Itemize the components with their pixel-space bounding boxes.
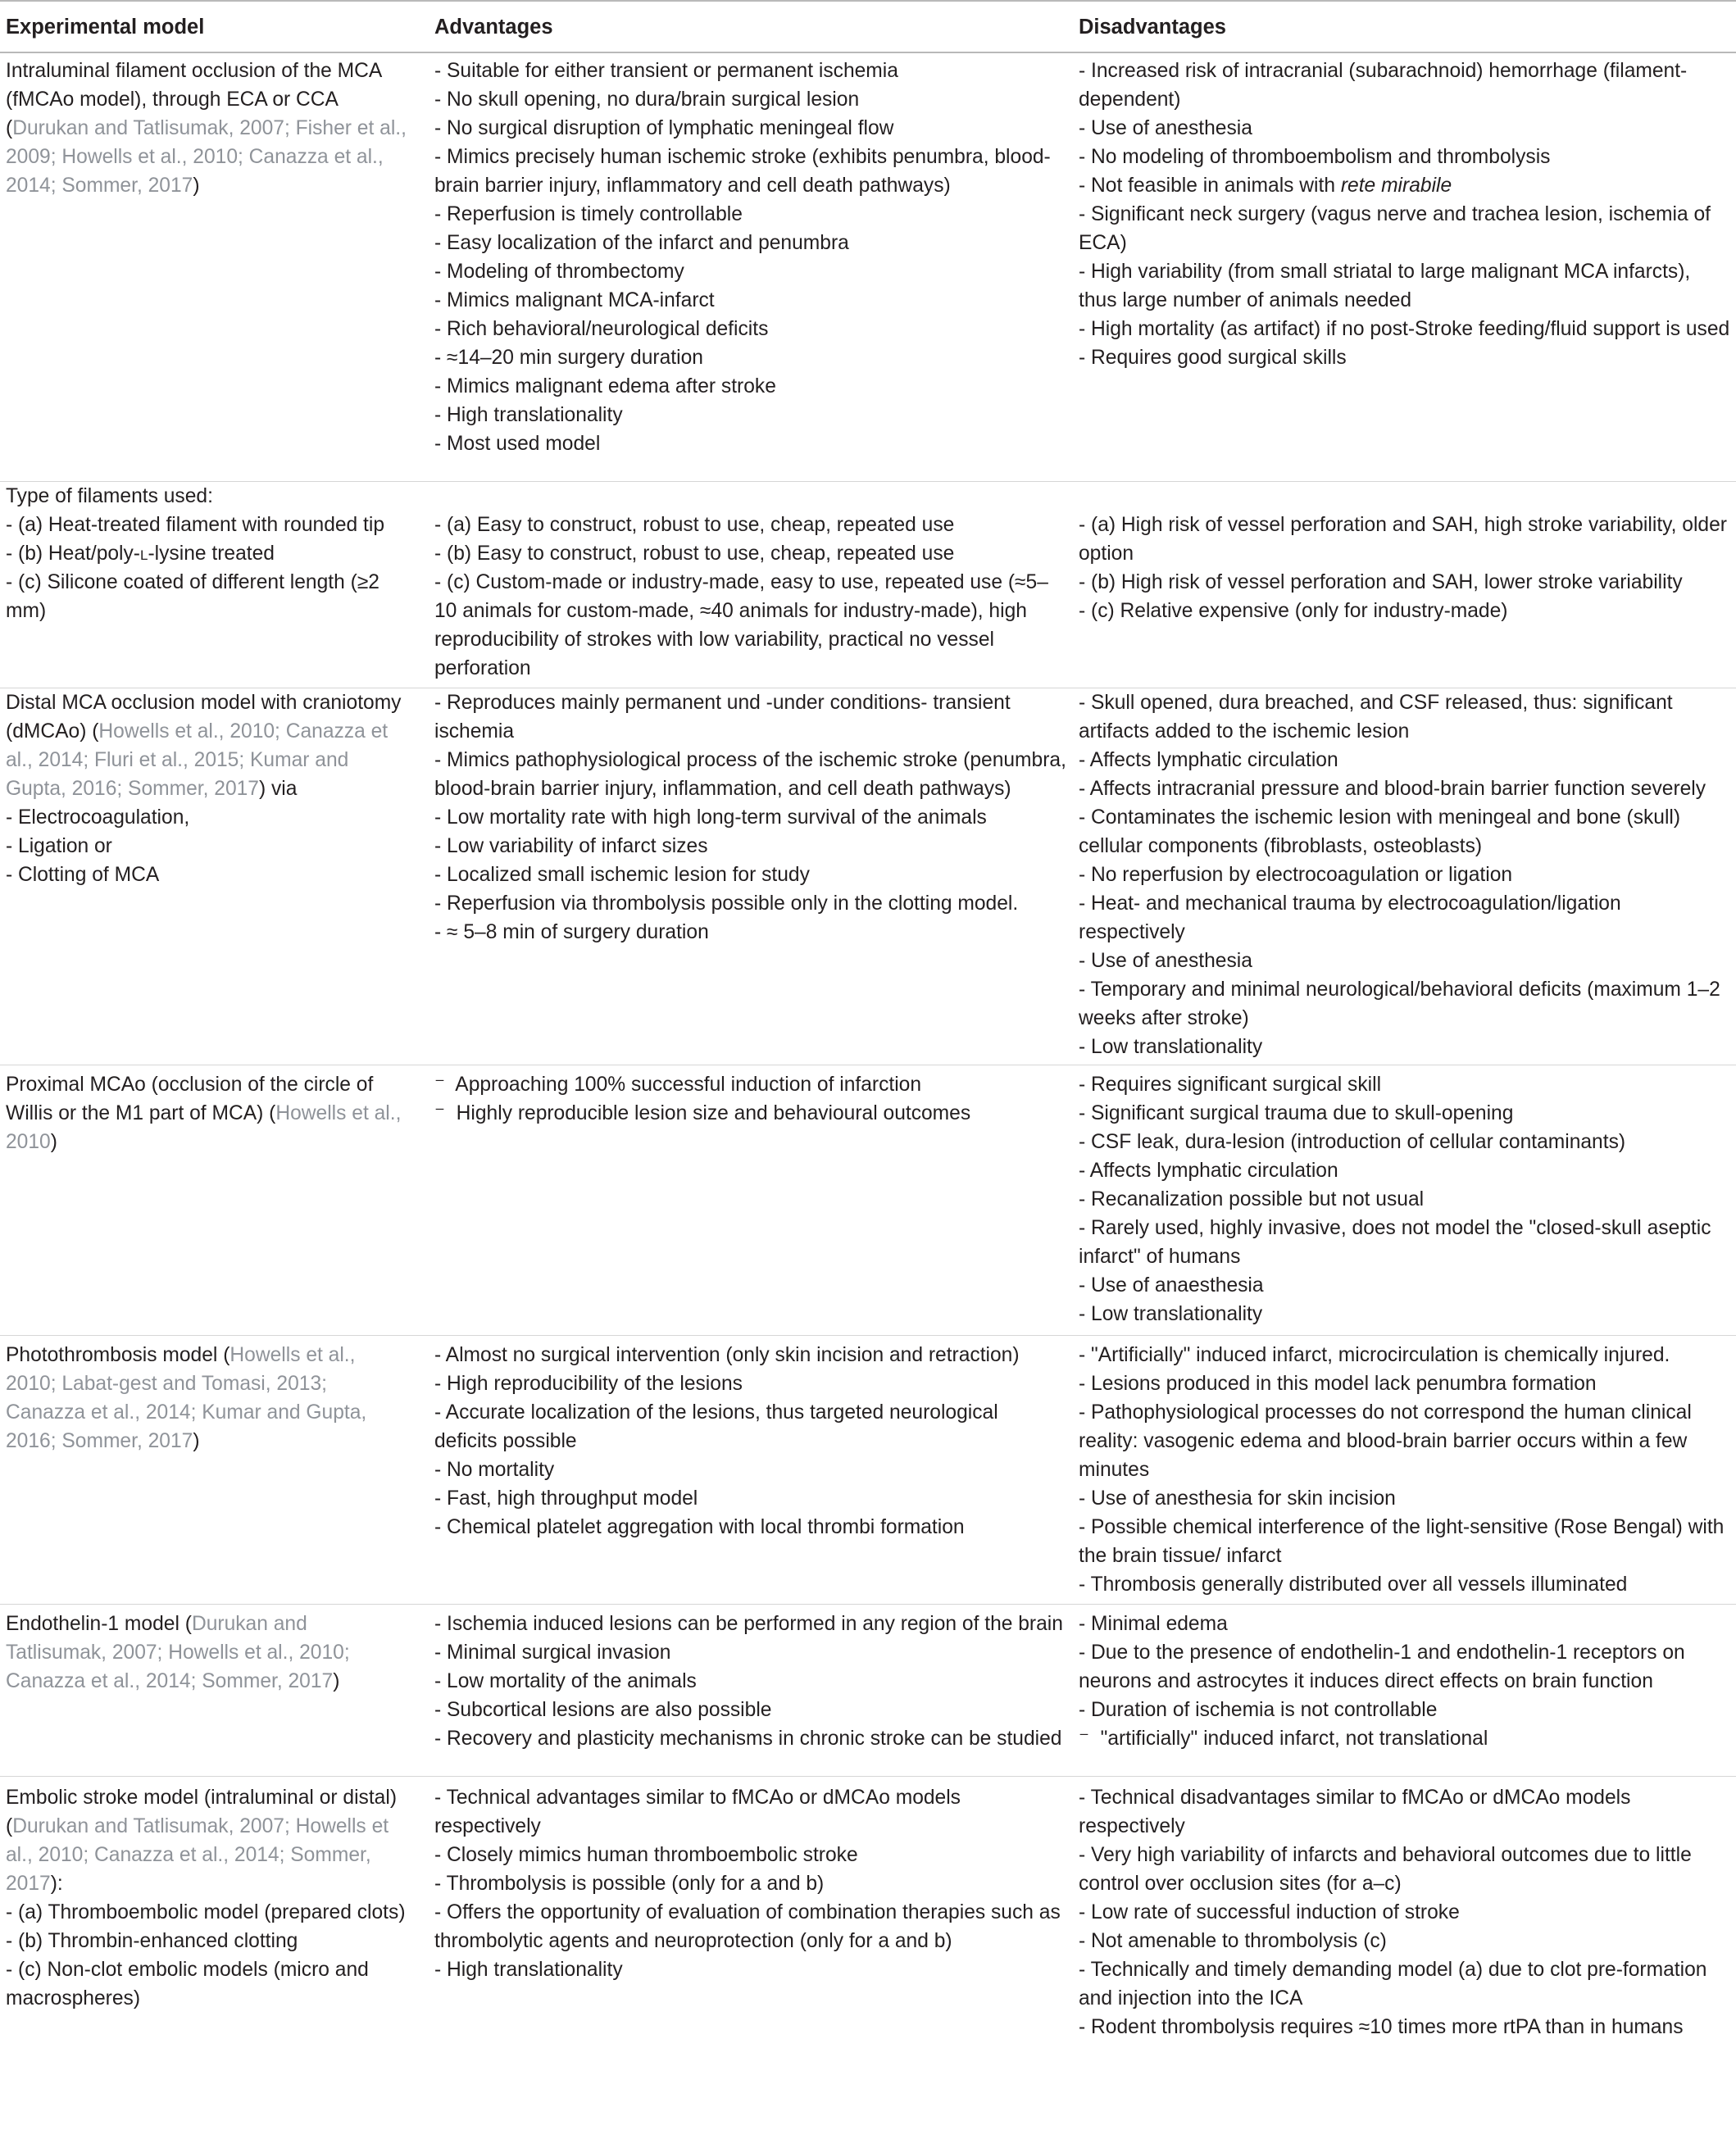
- disadvantage-line: - Contaminates the ischemic lesion with meningeal and bone (skull) cellular components (fibroblasts, osteoblasts): [1079, 806, 1686, 857]
- disadvantage-line: ⁻ "artificially" induced infarct, not translational: [1079, 1728, 1488, 1750]
- header-experimental-model: Experimental model: [0, 1, 428, 52]
- cell-disadvantages: [1076, 482, 1736, 688]
- disadvantage-line: - Lesions produced in this model lack penumbra formation: [1079, 1373, 1597, 1395]
- cell-disadvantages: [1076, 52, 1736, 482]
- disadvantage-line: - (c) Relative expensive (only for industry-made): [1079, 600, 1508, 622]
- text-segment: - (b) Heat/poly-: [6, 543, 141, 565]
- model-line: - (b) Thrombin-enhanced clotting: [6, 1930, 298, 1952]
- model-line: Type of filaments used:: [6, 485, 213, 507]
- cell-disadvantages: [1076, 1605, 1736, 1777]
- disadvantage-line: - Significant neck surgery (vagus nerve and trachea lesion, ischemia of ECA): [1079, 203, 1716, 254]
- cell-disadvantages: [1076, 1336, 1736, 1605]
- text-segment: -lysine treated: [148, 543, 275, 565]
- cell-advantages: [428, 1336, 1076, 1605]
- text-segment: ) via: [258, 778, 298, 800]
- advantage-line: - Recovery and plasticity mechanisms in chronic stroke can be studied: [434, 1728, 1062, 1750]
- advantage-line: - ≈14–20 min surgery duration: [434, 347, 703, 369]
- disadvantage-line: - CSF leak, dura-lesion (introduction of cellular contaminants): [1079, 1131, 1626, 1153]
- text-segment: ): [193, 1430, 200, 1452]
- advantage-line: - No surgical disruption of lymphatic meningeal flow: [434, 117, 894, 139]
- cell-disadvantages: [1076, 1065, 1736, 1336]
- advantage-line: - Fast, high throughput model: [434, 1487, 698, 1510]
- disadvantage-line: - (a) High risk of vessel perforation and SAH, high stroke variability, older option: [1079, 514, 1733, 565]
- advantage-line: - (c) Custom-made or industry-made, easy to use, repeated use (≈5–10 animals for custom-made, ≈40 animals for industry-made), high reproducibility of strokes with low variability, practical no vessel perforation: [434, 571, 1048, 679]
- advantage-line: - (b) Easy to construct, robust to use, cheap, repeated use: [434, 543, 955, 565]
- advantage-line: - Reproduces mainly permanent und -under conditions- transient ischemia: [434, 692, 1016, 742]
- model-line: - Ligation or: [6, 835, 112, 857]
- disadvantage-line: - Low translationality: [1079, 1036, 1263, 1058]
- header-row: [0, 1, 1736, 52]
- advantage-line: - High translationality: [434, 404, 623, 426]
- model-line: - (c) Non-clot embolic models (micro and macrospheres): [6, 1959, 375, 2009]
- disadvantage-line: - Rodent thrombolysis requires ≈10 times more rtPA than in humans: [1079, 2016, 1684, 2038]
- cell-model: [0, 1065, 428, 1336]
- citation: Howells et al., 2010; Canazza et al., 2014; Fluri et al., 2015; Kumar and Gupta, 2016; Sommer, 2017: [6, 720, 393, 800]
- disadvantage-line: - Use of anaesthesia: [1079, 1274, 1264, 1297]
- cell-model: [0, 1605, 428, 1777]
- cell-model: [0, 688, 428, 1065]
- cell-advantages: [428, 688, 1076, 1065]
- table-row: [0, 1777, 1736, 2042]
- model-line: - Electrocoagulation,: [6, 806, 190, 829]
- table-header: [0, 1, 1736, 52]
- advantage-line: - Reperfusion via thrombolysis possible only in the clotting model.: [434, 892, 1019, 915]
- citation: Howells et al., 2010: [6, 1102, 407, 1153]
- model-line: - (a) Heat-treated filament with rounded tip: [6, 514, 385, 536]
- model-line: - Clotting of MCA: [6, 864, 160, 886]
- advantage-line: - ≈ 5–8 min of surgery duration: [434, 921, 709, 943]
- table-body: [0, 52, 1736, 2041]
- table-row: [0, 1065, 1736, 1336]
- advantage-line: ⁻ Approaching 100% successful induction of infarction: [434, 1074, 922, 1096]
- model-line: - (c) Silicone coated of different length (≥2 mm): [6, 571, 385, 622]
- advantage-line: - Almost no surgical intervention (only skin incision and retraction): [434, 1344, 1020, 1366]
- disadvantage-line: - Heat- and mechanical trauma by electrocoagulation/ligation respectively: [1079, 892, 1627, 943]
- cell-model: [0, 1336, 428, 1605]
- text-segment: ):: [50, 1873, 63, 1895]
- model-line: [6, 1341, 410, 1455]
- model-line: [6, 1783, 410, 1898]
- disadvantage-line: - (b) High risk of vessel perforation and SAH, lower stroke variability: [1079, 571, 1683, 593]
- cell-advantages: [428, 1065, 1076, 1336]
- disadvantage-line: - Pathophysiological processes do not correspond the human clinical reality: vasogenic edema and blood-brain barrier occurs within a few minutes: [1079, 1401, 1697, 1481]
- disadvantage-line: - Temporary and minimal neurological/behavioral deficits (maximum 1–2 weeks after stroke): [1079, 979, 1726, 1029]
- disadvantage-line: - Significant surgical trauma due to skull-opening: [1079, 1102, 1514, 1124]
- text-segment: l: [140, 543, 148, 565]
- disadvantage-line: - Affects lymphatic circulation: [1079, 1160, 1338, 1182]
- citation: Howells et al., 2010; Labat-gest and Tomasi, 2013; Canazza et al., 2014; Kumar and Gupta, 2016; Sommer, 2017: [6, 1344, 373, 1452]
- advantage-line: - Suitable for either transient or permanent ischemia: [434, 60, 898, 82]
- model-line: [6, 688, 410, 803]
- text-segment: ): [50, 1131, 57, 1153]
- disadvantage-line: - Technically and timely demanding model (a) due to clot pre-formation and injection into the ICA: [1079, 1959, 1713, 2009]
- advantage-line: - Chemical platelet aggregation with local thrombi formation: [434, 1516, 965, 1538]
- cell-advantages: [428, 1605, 1076, 1777]
- disadvantage-line: - Use of anesthesia: [1079, 950, 1252, 972]
- model-line: [6, 57, 410, 200]
- advantage-line: - Mimics malignant MCA-infarct: [434, 289, 715, 311]
- disadvantage-line: - Not amenable to thrombolysis (c): [1079, 1930, 1387, 1952]
- advantage-line: - Most used model: [434, 433, 601, 455]
- model-line: [6, 539, 410, 568]
- disadvantage-line: - Minimal edema: [1079, 1613, 1228, 1635]
- citation: Durukan and Tatlisumak, 2007; Howells et al., 2010; Canazza et al., 2014; Sommer, 2017: [6, 1815, 394, 1895]
- advantage-line: - Subcortical lesions are also possible: [434, 1699, 772, 1721]
- advantage-line: - Accurate localization of the lesions, thus targeted neurological deficits possible: [434, 1401, 1004, 1452]
- disadvantage-line: - Due to the presence of endothelin-1 and endothelin-1 receptors on neurons and astrocytes it induces direct effects on brain function: [1079, 1642, 1691, 1692]
- table-row: [0, 482, 1736, 688]
- disadvantage-line: - Requires significant surgical skill: [1079, 1074, 1382, 1096]
- text-segment: Proximal MCAo (occlusion of the circle of Willis or the M1 part of MCA) (: [6, 1074, 379, 1124]
- table-row: [0, 688, 1736, 1065]
- text-segment: ): [333, 1670, 340, 1692]
- table-row: [0, 1336, 1736, 1605]
- advantage-line: - Mimics malignant edema after stroke: [434, 375, 776, 397]
- advantage-line: - (a) Easy to construct, robust to use, cheap, repeated use: [434, 514, 955, 536]
- text-segment: Photothrombosis model (: [6, 1344, 230, 1366]
- disadvantage-line: - Use of anesthesia: [1079, 117, 1252, 139]
- disadvantage-line: - Very high variability of infarcts and behavioral outcomes due to little control over occlusion sites (for a–c): [1079, 1844, 1697, 1895]
- advantage-line: - Closely mimics human thromboembolic stroke: [434, 1844, 858, 1866]
- disadvantage-line: - "Artificially" induced infarct, microcirculation is chemically injured.: [1079, 1344, 1670, 1366]
- advantage-line: - High translationality: [434, 1959, 623, 1981]
- advantage-line: - Rich behavioral/neurological deficits: [434, 318, 769, 340]
- advantage-line: - Thrombolysis is possible (only for a and b): [434, 1873, 825, 1895]
- disadvantage-line: - Skull opened, dura breached, and CSF released, thus: significant artifacts added to the ischemic lesion: [1079, 692, 1679, 742]
- disadvantage-line: - Affects lymphatic circulation: [1079, 749, 1338, 771]
- disadvantage-line: [1079, 171, 1731, 200]
- citation: Durukan and Tatlisumak, 2007; Howells et al., 2010; Canazza et al., 2014; Sommer, 2017: [6, 1613, 356, 1692]
- advantage-line: [434, 482, 1066, 511]
- disadvantage-line: - Possible chemical interference of the light-sensitive (Rose Bengal) with the brain tissue/ infarct: [1079, 1516, 1730, 1567]
- disadvantage-line: - Affects intracranial pressure and blood-brain barrier function severely: [1079, 778, 1706, 800]
- advantage-line: - Mimics precisely human ischemic stroke (exhibits penumbra, blood-brain barrier injury, inflammatory and cell death pathways): [434, 146, 1051, 197]
- cell-model: [0, 52, 428, 482]
- disadvantage-line: - Recanalization possible but not usual: [1079, 1188, 1425, 1210]
- advantage-line: - Localized small ischemic lesion for study: [434, 864, 810, 886]
- disadvantage-line: - Rarely used, highly invasive, does not model the "closed-skull aseptic infarct" of humans: [1079, 1217, 1717, 1268]
- model-line: [6, 1070, 410, 1156]
- citation: Durukan and Tatlisumak, 2007; Fisher et al., 2009; Howells et al., 2010; Canazza et al., 2014; Sommer, 2017: [6, 117, 412, 197]
- advantage-line: - Minimal surgical invasion: [434, 1642, 671, 1664]
- advantage-line: - Low mortality of the animals: [434, 1670, 697, 1692]
- table-row: [0, 1605, 1736, 1777]
- emphasis-text: rete mirabile: [1340, 175, 1452, 197]
- advantage-line: - Mimics pathophysiological process of the ischemic stroke (penumbra, blood-brain barrier injury, inflammation, and cell death pathways): [434, 749, 1072, 800]
- text-segment: Embolic stroke model (intraluminal or distal) (: [6, 1787, 402, 1837]
- disadvantage-line: - High mortality (as artifact) if no post-Stroke feeding/fluid support is used: [1079, 318, 1730, 340]
- cell-advantages: [428, 1777, 1076, 2042]
- cell-model: [0, 482, 428, 688]
- disadvantage-line: - Use of anesthesia for skin incision: [1079, 1487, 1396, 1510]
- disadvantage-line: - No reperfusion by electrocoagulation or ligation: [1079, 864, 1513, 886]
- advantage-line: - No skull opening, no dura/brain surgical lesion: [434, 89, 860, 111]
- model-line: - (a) Thromboembolic model (prepared clots): [6, 1901, 406, 1923]
- advantage-line: - Offers the opportunity of evaluation of combination therapies such as thrombolytic agents and neuroprotection (only for a and b): [434, 1901, 1066, 1952]
- disadvantage-line: - Increased risk of intracranial (subarachnoid) hemorrhage (filament-dependent): [1079, 60, 1688, 111]
- text-segment: Distal MCA occlusion model with craniotomy (dMCAo) (: [6, 692, 407, 742]
- advantage-line: - No mortality: [434, 1459, 555, 1481]
- advantage-line: - Modeling of thrombectomy: [434, 261, 684, 283]
- cell-disadvantages: [1076, 688, 1736, 1065]
- disadvantage-line: - Technical disadvantages similar to fMCAo or dMCAo models respectively: [1079, 1787, 1637, 1837]
- disadvantage-line: - High variability (from small striatal to large malignant MCA infarcts), thus large number of animals needed: [1079, 261, 1697, 311]
- text-segment: - Not feasible in animals with: [1079, 175, 1341, 197]
- advantage-line: - Low mortality rate with high long-term survival of the animals: [434, 806, 987, 829]
- header-advantages: Advantages: [428, 1, 1076, 52]
- advantage-line: - Reperfusion is timely controllable: [434, 203, 743, 225]
- advantage-line: - Easy localization of the infarct and penumbra: [434, 232, 849, 254]
- advantage-line: - Technical advantages similar to fMCAo or dMCAo models respectively: [434, 1787, 966, 1837]
- cell-advantages: [428, 482, 1076, 688]
- advantage-line: - Low variability of infarct sizes: [434, 835, 708, 857]
- disadvantage-line: - Low rate of successful induction of stroke: [1079, 1901, 1460, 1923]
- model-line: [6, 1610, 410, 1696]
- cell-model: [0, 1777, 428, 2042]
- advantage-line: ⁻ Highly reproducible lesion size and behavioural outcomes: [434, 1102, 971, 1124]
- disadvantage-line: - Low translationality: [1079, 1303, 1263, 1325]
- advantage-line: - High reproducibility of the lesions: [434, 1373, 743, 1395]
- cell-disadvantages: [1076, 1777, 1736, 2042]
- table-row: [0, 52, 1736, 482]
- advantage-line: - Ischemia induced lesions can be performed in any region of the brain: [434, 1613, 1063, 1635]
- disadvantage-line: - No modeling of thromboembolism and thrombolysis: [1079, 146, 1551, 168]
- text-segment: Endothelin-1 model (: [6, 1613, 192, 1635]
- disadvantage-line: [1079, 482, 1731, 511]
- disadvantage-line: - Thrombosis generally distributed over all vessels illuminated: [1079, 1574, 1628, 1596]
- cell-advantages: [428, 52, 1076, 482]
- text-segment: Intraluminal filament occlusion of the MCA (fMCAo model), through ECA or CCA (: [6, 60, 387, 139]
- disadvantage-line: - Duration of ischemia is not controllable: [1079, 1699, 1438, 1721]
- disadvantage-line: - Requires good surgical skills: [1079, 347, 1347, 369]
- text-segment: ): [193, 175, 200, 197]
- header-disadvantages: Disadvantages: [1076, 1, 1736, 52]
